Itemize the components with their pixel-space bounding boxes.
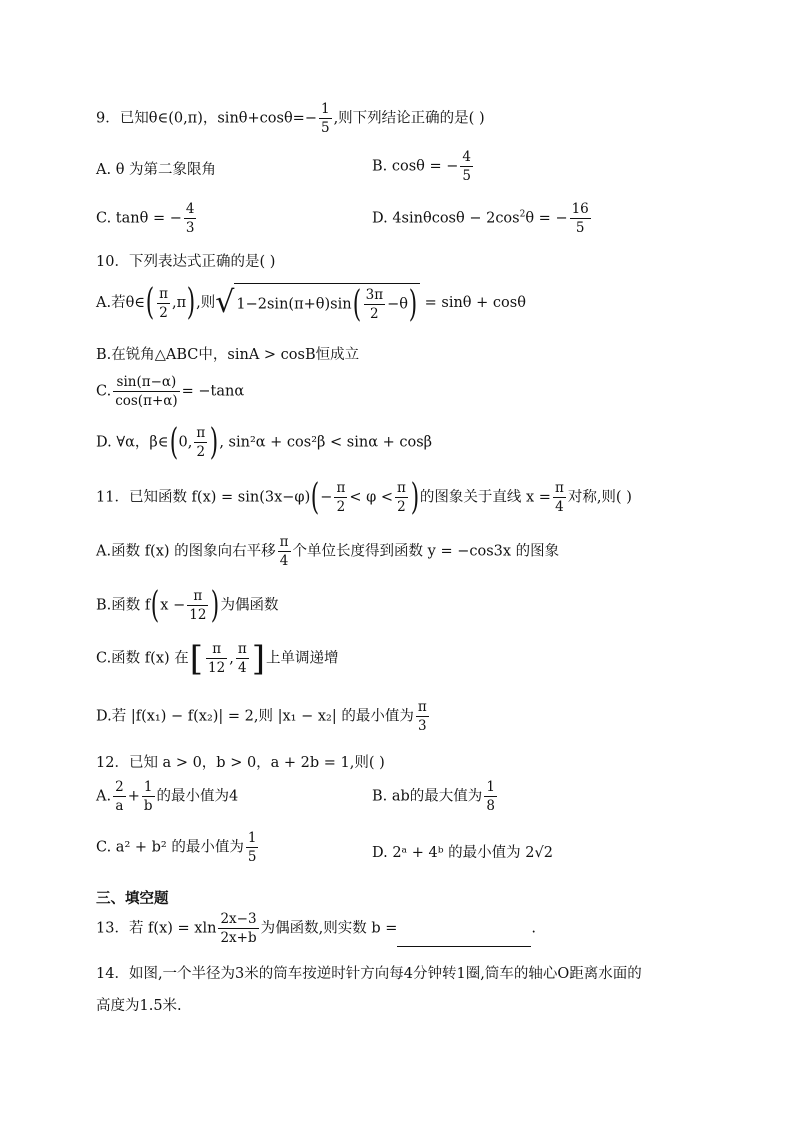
q9-option-b: B. cosθ = − $\frac{4}{5}$ bbox=[372, 149, 472, 184]
q11-option-d: D.若 |f(x₁) − f(x₂)| = 2,则 |x₁ − x₂| 的最小值为 $\frac{\pi}{3}$ bbox=[96, 699, 427, 734]
q10-option-c: C. $\frac{\sin(\pi-\alpha)}{\cos(\pi+\alpha)}$ = −tanα bbox=[96, 374, 245, 409]
q9-option-d: D. $4\sin\theta\cos\theta - 2\cos^2\theta$ = − $\frac{16}{5}$ bbox=[372, 201, 589, 236]
q14-line2: 高度为1.5米. bbox=[96, 998, 182, 1014]
q9-option-c: C. tanθ = − $\frac{4}{3}$ bbox=[96, 201, 195, 236]
q10-option-d: D. ∀α，β∈(0, $\frac{\pi}{2}$ ), sin²α + cos²β < sinα + cosβ bbox=[96, 421, 433, 463]
q12-option-b: B. ab的最大值为 $\frac{1}{8}$ bbox=[372, 779, 495, 814]
fraction: $\frac{1}{5}$ bbox=[320, 101, 330, 136]
q11-stem: 11．已知函数 f(x) = sin(3x−φ)(− $\frac{\pi}{2}$ < φ < $\frac{\pi}{2}$ )的图象关于直线 x = $\frac{\pi}{4}$ 对称,则( ) bbox=[96, 476, 632, 518]
q11-option-c: C.函数 f(x) 在[ $\frac{\pi}{12}$ , $\frac{\pi}{4}$ ]上单调递增 bbox=[96, 638, 339, 679]
q10-option-a: A.若θ∈( $\frac{\pi}{2}$ ,π),则√ 1−2sin(π+θ)sin( $\frac{3\pi}{2}$ −θ) = sinθ + cosθ bbox=[96, 282, 526, 325]
answer-blank bbox=[397, 932, 531, 947]
q12-stem: 12．已知 a > 0，b > 0，a + 2b = 1,则( ) bbox=[96, 755, 385, 771]
q9-stem: 9．已知θ∈(0,π)，sinθ+cosθ=− $\frac{1}{5}$ ,则下列结论正确的是( ) bbox=[96, 101, 485, 136]
q12-option-c: C. a² + b² 的最小值为 $\frac{1}{5}$ bbox=[96, 830, 257, 865]
q12-option-d: D. 2ᵃ + 4ᵇ 的最小值为 2√2 bbox=[372, 845, 553, 861]
q10-option-b: B.在锐角△ABC中，sinA > cosB恒成立 bbox=[96, 347, 360, 363]
q13-stem: 13．若 f(x) = xln $\frac{2x-3}{2x+b}$ 为偶函数,则实数 b = . bbox=[96, 911, 536, 946]
section-heading: 三、填空题 bbox=[96, 891, 169, 907]
q9-option-a: A. θ 为第二象限角 bbox=[96, 162, 217, 178]
q11-option-a: A.函数 f(x) 的图象向右平移 $\frac{\pi}{4}$ 个单位长度得到函数 y = −cos3x 的图象 bbox=[96, 534, 560, 569]
q12-option-a: A. $\frac{2}{a}$ + $\frac{1}{b}$ 的最小值为4 bbox=[96, 779, 239, 814]
q14-line1: 14．如图,一个半径为3米的筒车按逆时针方向每4分钟转1圈,筒车的轴心O距离水面的 bbox=[96, 966, 642, 982]
q10-stem: 10．下列表达式正确的是( ) bbox=[96, 254, 276, 270]
q11-option-b: B.函数 f(x − $\frac{\pi}{12}$ )为偶函数 bbox=[96, 584, 279, 626]
